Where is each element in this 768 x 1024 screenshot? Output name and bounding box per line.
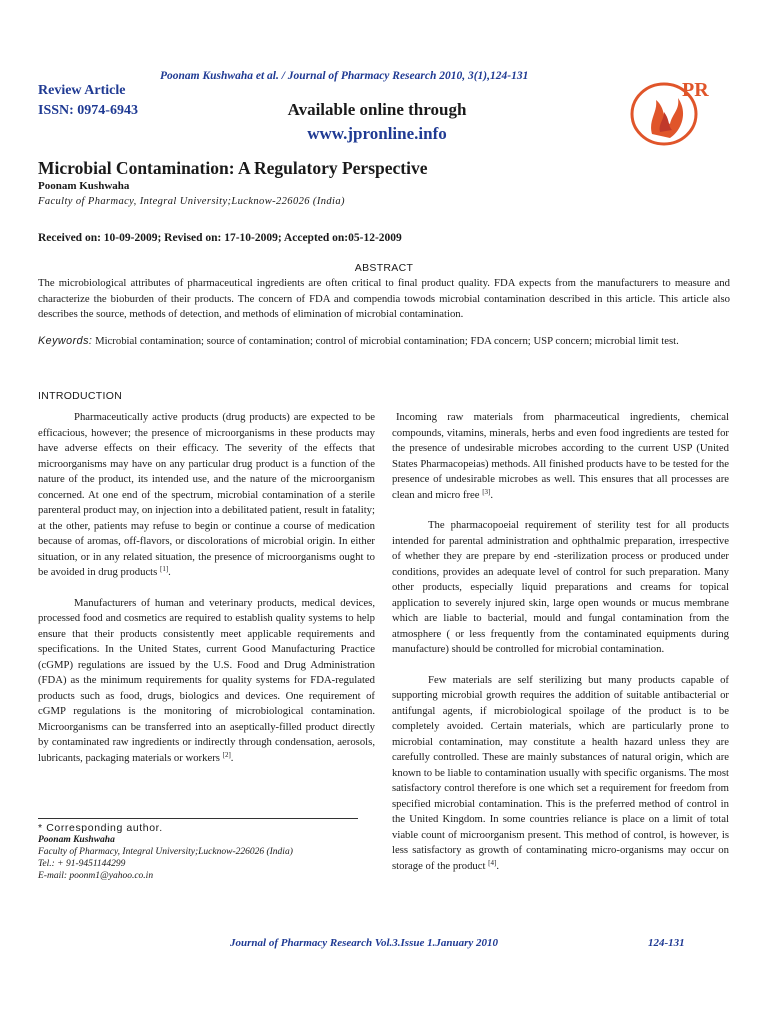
footnote-divider: [38, 818, 358, 819]
website-link[interactable]: www.jpronline.info: [307, 124, 447, 143]
corresponding-author-footnote: [38, 822, 293, 882]
left-column: [38, 410, 375, 781]
footnote-label: * Corresponding author.: [38, 822, 163, 834]
introduction-heading: INTRODUCTION: [38, 390, 123, 402]
right-column: [392, 410, 729, 889]
keywords-label: Keywords:: [38, 335, 93, 347]
abstract-text: The microbiological attributes of pharmaceutical ingredients are often critical to final product quality. FDA expects from the manufacturers to measure and characterize the bioburden of their products. The concern of FDA and compendia towods microbial contamination described in this article. This article also describes the source, methods of detection, and methods of elimination of microbial contamination.: [38, 277, 730, 320]
keywords-text: Microbial contamination; source of contamination; control of microbial contamination; FDA concern; USP concern; microbial limit test.: [92, 335, 679, 347]
intro-paragraph: Manufacturers of human and veterinary products, medical devices, processed food and cosmetics are required to establish quality systems to help ensure that their products consistently meet applicable requirements and specifications. In the United States, current Good Manufacturing Practice (cGMP) regulations are issued by the U.S. Food and Drug Administration (FDA) as the minimum requirements for quality systems for FDA-regulated products such as food, drugs, biologics and devices. One requirement of cGMP regulations is the monitoring of microbiological contamination. Microorganisms can be transferred into an aseptically-filled product directly by contaminated raw ingredients or indirectly through condensation, aerosols, lubricants, packaging materials or workers [2].: [38, 596, 375, 764]
footnote-affiliation: Faculty of Pharmacy, Integral University;Lucknow-226026 (India): [38, 847, 293, 857]
journal-logo: [622, 72, 724, 152]
citation-ref: [1]: [160, 565, 169, 573]
available-online-text: Available online through: [287, 100, 467, 119]
footer-journal: Journal of Pharmacy Research Vol.3.Issue 1.January 2010: [230, 937, 499, 949]
citation-ref: [2]: [222, 750, 231, 759]
citation-ref: [4]: [488, 858, 497, 867]
footnote-tel: Tel.: + 91-9451144299: [38, 859, 126, 869]
availability: [262, 98, 492, 146]
footer-pages: 124-131: [648, 937, 685, 949]
abstract-heading: ABSTRACT: [354, 262, 414, 274]
article-type: Review Article: [38, 83, 126, 98]
intro-paragraph: Incoming raw materials from pharmaceutical ingredients, chemical compounds, vitamins, minerals, herbs and even food ingredients are tested for the presence of undesirable microbes according to the current USP (United States Pharmacopeias) methods. All finished products have to be tested for the presence of undesirable microbes as well. This ensures that all processes are clean and micro free [3].: [392, 411, 729, 501]
article-dates: Received on: 10-09-2009; Revised on: 17-10-2009; Accepted on:05-12-2009: [38, 232, 402, 244]
citation-ref: [3]: [482, 487, 491, 496]
keywords: [38, 334, 730, 350]
intro-paragraph: Few materials are self sterilizing but many products capable of supporting microbial growth requires the addition of suitable antibacterial or antifungal agents, if microbiological spoilage of the product is to be completely avoided. Certain materials, which are particularly prone to microbial contamination, may constitute a health hazard unless they are carefully controlled. These are mainly substances of natural origin, which are known to be liable to contamination usually with specific organisms. The most satisfactory control therefore is one which set a requirement for freedom from specified microbial contamination. This is the preferred method of control in the United Kingdom. In some countries reliance is place on a limit of total viable count of microorganism present. This method of control, is however, is less satisfactory as growth of contaminating micro-organisms may occur on storage of the product [4].: [392, 673, 729, 872]
footnote-name: Poonam Kushwaha: [38, 835, 115, 845]
footnote-email[interactable]: E-mail: poonm1@yahoo.co.in: [38, 871, 154, 881]
intro-paragraph: Pharmaceutically active products (drug products) are expected to be efficacious, however; the presence of microorganisms in these products may have adverse effects on their efficacy. The severity of the effects that microorganisms may have on any particular drug product is a function of the nature of the product, its intended use, and the nature of the microorganism concerned. At one end of the spectrum, microbial contamination of a sterile parenteral product may, on injection into a debilitated patient, result in fatality; at the other, patients may refuse to begin or continue a course of medication because of aromas, off-flavors, or discolorations of microbial origin. In either situation, or in any related situation, the presence of microorganisms ought to be avoided in drug products [1].: [38, 411, 375, 578]
citation-line: Poonam Kushwaha et al. / Journal of Pharmacy Research 2010, 3(1),124-131: [160, 70, 529, 82]
article-title: Microbial Contamination: A Regulatory Perspective: [38, 158, 428, 178]
header-left: [38, 81, 138, 121]
author-affiliation: Faculty of Pharmacy, Integral University;Lucknow-226026 (India): [38, 196, 345, 207]
issn: ISSN: 0974-6943: [38, 103, 138, 118]
logo-text: PR: [682, 79, 709, 101]
intro-paragraph: The pharmacopoeial requirement of sterility test for all products intended for parental administration and ophthalmic preparation, irrespective of whether they are prepare by end -sterilization process or produced under conditions, provides an adequate level of control for such preparation. Many other products, especially liquid preparations and creams for topical application to severely injured skin, large open wounds or mucus membrane which are liable to bacterial, mould and fungal contamination from the atmosphere ( or less frequently from the contaminated equipments during manufacture) should be controlled for microbial contamination.: [392, 519, 729, 655]
author-name: Poonam Kushwaha: [38, 180, 130, 192]
